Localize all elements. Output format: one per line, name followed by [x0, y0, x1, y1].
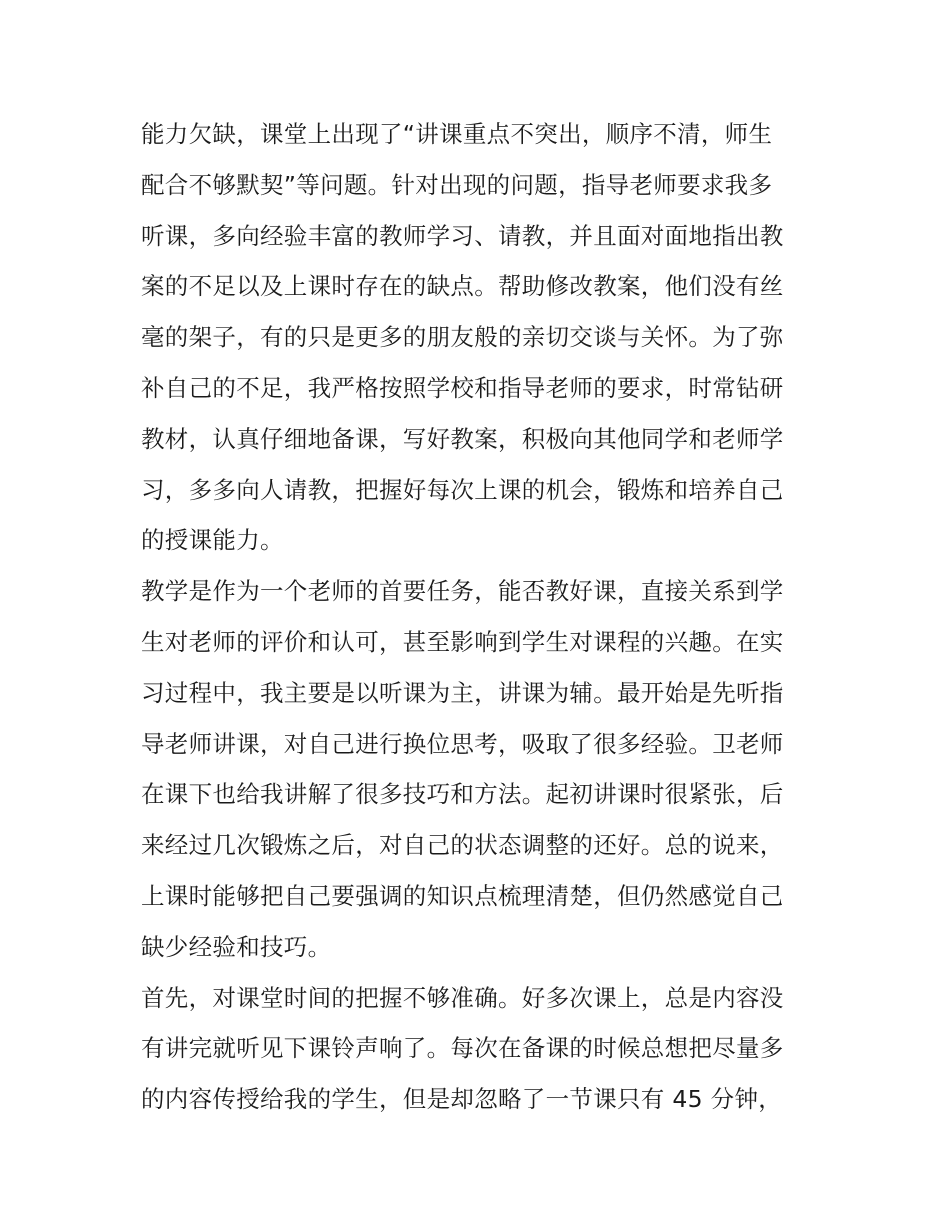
text-line: 生对老师的评价和认可，甚至影响到学生对课程的兴趣。在实 [141, 627, 784, 656]
text-line: 配合不够默契”等问题。针对出现的问题，指导老师要求我多 [141, 170, 773, 199]
text-line: 习，多多向人请教，把握好每次上课的机会，锻炼和培养自己 [141, 475, 784, 504]
text-line: 教学是作为一个老师的首要任务，能否教好课，直接关系到学 [141, 577, 784, 606]
document-body [141, 109, 821, 1125]
paragraph-1 [141, 109, 821, 566]
text-line: 上课时能够把自己要强调的知识点梳理清楚，但仍然感觉自己 [141, 881, 784, 910]
text-line: 听课，多向经验丰富的教师学习、请教，并且面对面地指出教 [141, 221, 784, 250]
text-line: 补自己的不足，我严格按照学校和指导老师的要求，时常钻研 [141, 373, 784, 402]
text-line: 教材，认真仔细地备课，写好教案，积极向其他同学和老师学 [141, 424, 784, 453]
text-line: 有讲完就听见下课铃声响了。每次在备课的时候总想把尽量多 [141, 1034, 784, 1063]
text-line: 缺少经验和技巧。 [141, 932, 332, 961]
text-line: 的内容传授给我的学生，但是却忽略了一节课只有 45 分钟， [141, 1085, 783, 1114]
paragraph-3 [141, 973, 821, 1125]
text-line: 毫的架子，有的只是更多的朋友般的亲切交谈与关怀。为了弥 [141, 323, 784, 352]
text-line: 导老师讲课，对自己进行换位思考，吸取了很多经验。卫老师 [141, 729, 784, 758]
text-line: 案的不足以及上课时存在的缺点。帮助修改教案，他们没有丝 [141, 272, 784, 301]
text-line: 习过程中，我主要是以听课为主，讲课为辅。最开始是先听指 [141, 678, 784, 707]
text-line: 来经过几次锻炼之后，对自己的状态调整的还好。总的说来， [141, 831, 784, 860]
text-line: 的授课能力。 [141, 526, 284, 555]
paragraph-2 [141, 566, 821, 972]
text-line: 能力欠缺，课堂上出现了“讲课重点不突出，顺序不清，师生 [141, 120, 773, 148]
text-line: 首先，对课堂时间的把握不够准确。好多次课上，总是内容没 [141, 983, 784, 1012]
text-line: 在课下也给我讲解了很多技巧和方法。起初讲课时很紧张，后 [141, 780, 784, 809]
